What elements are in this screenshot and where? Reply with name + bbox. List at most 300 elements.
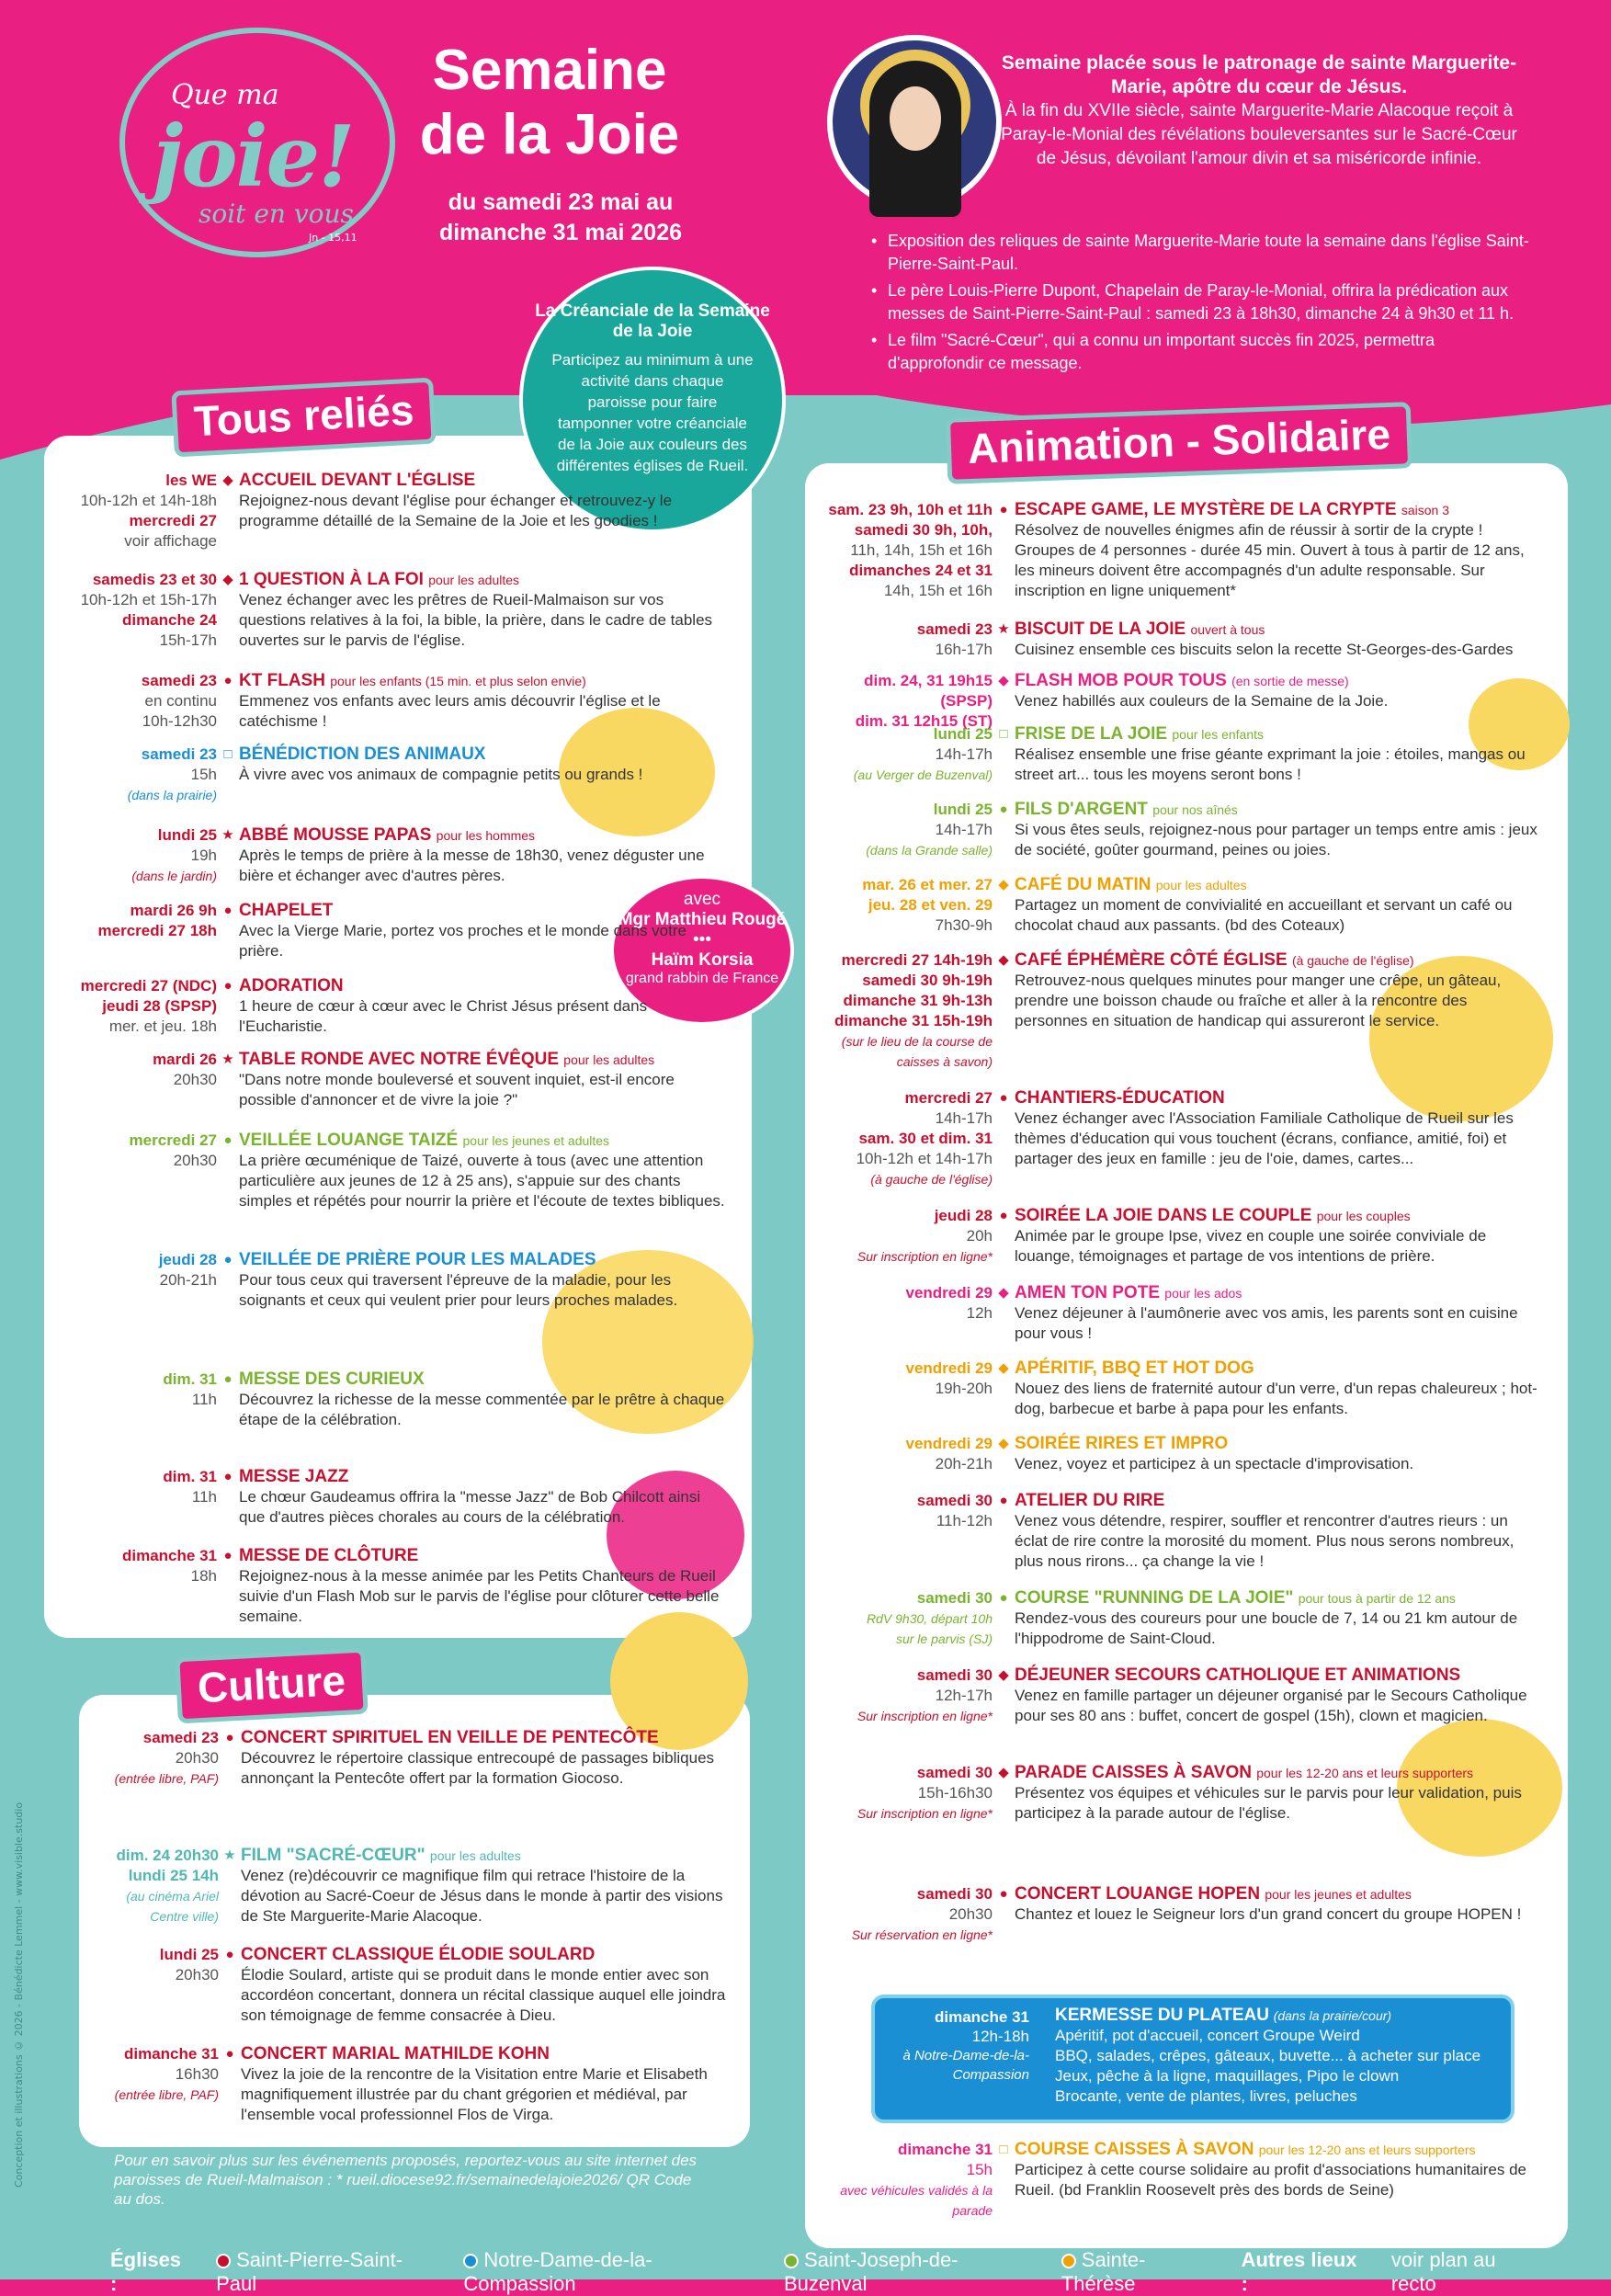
- event-title: ADORATION: [239, 976, 344, 995]
- event-when: 19h-20h: [935, 1380, 993, 1397]
- kermesse-line: Jeux, pêche à la ligne, maquillages, Pipo le clown: [1055, 2067, 1400, 2085]
- event-when: samedi 30: [916, 1492, 993, 1509]
- event-title: CHAPELET: [239, 901, 334, 920]
- event-marker-icon: ◆: [998, 952, 1009, 968]
- event-when: 10h-12h30: [142, 712, 217, 730]
- event-when: 20h30: [175, 1749, 219, 1767]
- event-row: [809, 1283, 1538, 1344]
- credit: Conception et illustrations © 2026 - Bénédicte Lemmel - www.visible.studio: [13, 1802, 25, 2188]
- event-body: Venez déjeuner à l'aumônerie avec vos amis, les parents sont en cuisine pour vous !: [1015, 1304, 1518, 1342]
- footer-label: Églises :: [110, 2248, 182, 2295]
- event-row: [85, 1945, 737, 2026]
- event-body: Chantez et louez le Seigneur lors d'un grand concert du groupe HOPEN !: [1015, 1905, 1522, 1923]
- creanciale-text: Participez au minimum à une activité dans chaque paroisse pour faire tamponner votre créanciale de la Joie aux couleurs des différentes églises de Rueil.: [551, 351, 754, 474]
- event-body: Vivez la joie de la rencontre de la Visitation entre Marie et Elisabeth magnifiquement illustrée par du chant grégorien et médiéval, par l'ensemble vocal professionnel Flos de Virga.: [241, 2065, 708, 2123]
- event-marker-icon: ●: [223, 1371, 233, 1387]
- event-when: 12h-17h: [935, 1687, 993, 1704]
- event-sub: (en sortie de messe): [1231, 674, 1349, 688]
- intro-lead: Semaine placée sous le patronage de sainte Marguerite-Marie, apôtre du cœur de Jésus.: [1001, 52, 1517, 97]
- event-row: [85, 1728, 737, 1789]
- event-marker-icon: ●: [223, 1469, 233, 1484]
- event-row: [51, 570, 726, 651]
- kermesse-date: dimanche 31: [935, 2008, 1029, 2026]
- kermesse-title: KERMESSE DU PLATEAU: [1055, 2006, 1269, 2025]
- event-body: Venez (re)découvrir ce magnifique film qui retrace l'histoire de la dévotion au Sacré-Coeur de Jésus dans le monde à partir des visions de Ste Marguerite-Marie Alacoque.: [241, 1867, 723, 1925]
- event-title: CHANTIERS-ÉDUCATION: [1015, 1088, 1225, 1108]
- event-body: Réalisez ensemble une frise géante exprimant la joie : étoiles, mangas ou street art... tous les moyens seront bons !: [1015, 745, 1526, 783]
- event-when: samedi 23: [916, 620, 993, 638]
- event-row: [51, 1467, 726, 1528]
- event-when: 10h-12h et 15h-17h: [80, 591, 217, 608]
- event-marker-icon: ◆: [998, 1360, 1009, 1376]
- event-sub: pour les adultes: [1155, 878, 1247, 892]
- event-row: [809, 1665, 1538, 1726]
- event-when: Sur réservation en ligne*: [851, 1927, 993, 1942]
- event-body: Découvrez le répertoire classique entrecoupé de passages bibliques annonçant la Pentecôte offert par la formation Giocoso.: [241, 1749, 715, 1787]
- event-sub: pour les adultes: [428, 573, 520, 587]
- event-title: ACCUEIL DEVANT L'ÉGLISE: [239, 471, 476, 490]
- event-when: 11h: [191, 1391, 217, 1408]
- event-when: jeudi 28: [158, 1251, 217, 1268]
- church-name: Sainte-Thérèse: [1061, 2248, 1146, 2295]
- event-body: Avec la Vierge Marie, portez vos proches et le monde dans votre prière.: [239, 922, 686, 960]
- event-when: samedi 23: [141, 745, 217, 763]
- event-title: CAFÉ ÉPHÉMÈRE CÔTÉ ÉGLISE: [1015, 950, 1288, 970]
- event-when: vendredi 29: [905, 1359, 993, 1377]
- event-row: [809, 619, 1538, 660]
- event-when: 15h-16h30: [917, 1784, 993, 1802]
- event-when: mercredi 27 14h-19h: [841, 951, 993, 969]
- kermesse-box: [871, 1995, 1515, 2123]
- event-when: lundi 25: [933, 725, 993, 743]
- speakers-line: Haïm Korsia: [651, 950, 754, 970]
- event-when: mercredi 27 (NDC): [80, 977, 217, 995]
- event-title: CONCERT SPIRITUEL EN VEILLE DE PENTECÔTE: [241, 1728, 659, 1747]
- saint-portrait: [827, 35, 1002, 210]
- event-when: 14h-17h: [935, 1109, 993, 1127]
- event-marker-icon: ●: [225, 2046, 234, 2062]
- event-when: mardi 26 9h: [130, 902, 217, 919]
- event-when: voir affichage: [124, 532, 217, 550]
- event-marker-icon: ●: [223, 978, 233, 994]
- event-row: [51, 976, 726, 1037]
- event-body: Rejoignez-nous devant l'église pour échanger et retrouvez-y le programme détaillé de la Semaine de la Joie et les goodies !: [239, 492, 673, 529]
- event-when: samedi 30: [916, 1885, 993, 1903]
- event-row: [809, 950, 1538, 1072]
- event-sub: pour tous à partir de 12 ans: [1298, 1591, 1456, 1606]
- event-body: Si vous êtes seuls, rejoignez-nous pour partager un temps entre amis : jeux de société, goûter gourmand, peines ou joies.: [1015, 821, 1537, 858]
- event-when: 20h-21h: [159, 1271, 217, 1289]
- event-row: [51, 1250, 726, 1311]
- speakers-line: Mgr Matthieu Rougé: [618, 910, 787, 929]
- event-when: 20h30: [175, 1966, 219, 1983]
- church-legend: [1061, 2248, 1218, 2296]
- event-when: mercredi 27: [129, 1131, 217, 1149]
- event-title: BISCUIT DE LA JOIE: [1015, 619, 1186, 639]
- event-row: [85, 2044, 737, 2125]
- event-when: 18h: [190, 1567, 217, 1585]
- kermesse-time: 12h-18h: [971, 2028, 1029, 2045]
- event-when: dimanche 31 15h-19h: [834, 1012, 993, 1029]
- event-sub: pour les jeunes et adultes: [1265, 1887, 1412, 1902]
- event-body: Partagez un moment de convivialité en accueillant et servant un café ou chocolat chaud aux passants. (bd des Coteaux): [1015, 896, 1513, 934]
- event-title: ABBÉ MOUSSE PAPAS: [239, 825, 432, 845]
- event-row: [51, 471, 726, 551]
- event-body: Découvrez la richesse de la messe commentée par le prêtre à chaque étape de la célébration.: [239, 1391, 725, 1428]
- event-sub: pour les 12-20 ans et leurs supporters: [1258, 2143, 1476, 2157]
- event-marker-icon: ◆: [998, 877, 1009, 892]
- event-body: Résolvez de nouvelles énigmes afin de réussir à sortir de la crypte ! Groupes de 4 personnes - durée 45 min. Ouvert à tous à partir de 12 ans, les mineurs doivent être accompagnés d'un adulte responsable. Sur inscription en ligne uniquement*: [1015, 521, 1525, 599]
- event-when: lundi 25: [933, 801, 993, 818]
- creanciale-title: La Créanciale de la Semaine de la Joie: [535, 301, 770, 341]
- event-body: Venez échanger avec l'Association Familiale Catholique de Rueil sur les thèmes d'éducation qui vous touchent (écrans, confiance, amitié, foi) et partager des jeux en famille : jeu de l'oie, dames, cartes...: [1015, 1109, 1514, 1167]
- event-body: Nouez des liens de fraternité autour d'un verre, d'un repas chaleureux ; hot-dog, barbecue et barbe à papa pour les enfants.: [1015, 1380, 1537, 1417]
- event-body: 1 heure de cœur à cœur avec le Christ Jésus présent dans l'Eucharistie.: [239, 997, 648, 1035]
- event-sub: ouvert à tous: [1190, 622, 1265, 637]
- event-title: PARADE CAISSES À SAVON: [1015, 1763, 1252, 1782]
- event-when: 20h-21h: [935, 1455, 993, 1472]
- event-when: mercredi 27: [904, 1089, 993, 1107]
- event-when: Sur inscription en ligne*: [857, 1709, 993, 1723]
- event-title: MESSE DE CLÔTURE: [239, 1546, 419, 1565]
- event-row: [51, 1131, 726, 1211]
- event-when: (dans la prairie): [127, 788, 217, 802]
- event-title: APÉRITIF, BBQ ET HOT DOG: [1015, 1358, 1254, 1378]
- church-name: Notre-Dame-de-la-Compassion: [463, 2248, 652, 2295]
- event-row: [809, 1358, 1538, 1419]
- section-title-tous: Tous reliés: [171, 378, 437, 458]
- event-title: MESSE DES CURIEUX: [239, 1370, 425, 1389]
- event-course-caisses: dimanche 31 15h avec véhicules validés à la parade □ COURSE CAISSES À SAVON pour les 12-20 ans et leurs supporters Participez à cette course solidaire au profit d'associations humanitaires de Rueil. (bd Franklin Roosevelt près des bords de Seine): [809, 2140, 1544, 2221]
- event-when: (à gauche de l'église): [870, 1172, 993, 1187]
- event-when: mer. et jeu. 18h: [108, 1017, 217, 1035]
- event-title: BÉNÉDICTION DES ANIMAUX: [239, 744, 486, 764]
- kermesse-line: Apéritif, pot d'accueil, concert Groupe Weird: [1055, 2027, 1360, 2044]
- event-row: [809, 500, 1538, 601]
- event-when: jeudi 28 (SPSP): [102, 997, 217, 1015]
- event-when: samedi 30 9h-19h: [862, 972, 993, 989]
- event-when: Sur inscription en ligne*: [857, 1249, 993, 1264]
- event-marker-icon: ●: [223, 1252, 233, 1267]
- page-dates: du samedi 23 mai au dimanche 31 mai 2026: [438, 189, 683, 245]
- event-row: [51, 744, 726, 805]
- speakers-line: avec: [683, 890, 721, 909]
- event-marker-icon: ●: [999, 801, 1008, 817]
- event-sub: (à gauche de l'église): [1291, 953, 1414, 968]
- event-when: samedi 30: [916, 1666, 993, 1684]
- event-title: VEILLÉE LOUANGE TAIZÉ: [239, 1131, 459, 1150]
- intro-body: À la fin du XVIIe siècle, sainte Marguerite-Marie Alacoque reçoit à Paray-le-Monial des révélations bouleversantes sur le Sacré-Cœur de Jésus, dévoilant l'amour divin et sa miséricorde infinie.: [1001, 101, 1517, 168]
- event-when: mercredi 27: [129, 512, 217, 529]
- event-title: SOIRÉE LA JOIE DANS LE COUPLE: [1015, 1206, 1312, 1225]
- event-marker-icon: ●: [223, 903, 233, 918]
- event-when: dimanche 24: [122, 611, 217, 629]
- event-title: VEILLÉE DE PRIÈRE POUR LES MALADES: [239, 1250, 596, 1269]
- event-body: Emmenez vos enfants avec leurs amis découvrir l'église et le catéchisme !: [239, 692, 661, 730]
- event-when: jeudi 28: [934, 1207, 993, 1224]
- event-sub: pour les ados: [1164, 1286, 1242, 1301]
- event-when: 11h: [191, 1488, 217, 1506]
- event-body: Élodie Soulard, artiste qui se produit dans le monde entier avec son accordéon concertant, donnera un récital classique auquel elle joindra son témoignage de femme consacrée à Dieu.: [241, 1966, 726, 2024]
- event-when: (sur le lieu de la course de caisses à savon): [841, 1034, 993, 1069]
- event-title: DÉJEUNER SECOURS CATHOLIQUE ET ANIMATIONS: [1015, 1665, 1461, 1685]
- event-title: FRISE DE LA JOIE: [1015, 724, 1168, 744]
- event-when: samedis 23 et 30: [92, 571, 217, 588]
- event-when: 7h30-9h: [935, 916, 993, 934]
- church-name: Saint-Joseph-de-Buzenval: [784, 2248, 959, 2295]
- event-marker-icon: ●: [225, 1730, 234, 1745]
- event-row: [51, 1050, 726, 1110]
- event-title: 1 QUESTION À LA FOI: [239, 570, 424, 589]
- event-when: samedi 23: [141, 672, 217, 689]
- event-when: 14h, 15h et 16h: [883, 582, 993, 599]
- event-when: lundi 25: [157, 826, 217, 844]
- event-title: CONCERT CLASSIQUE ÉLODIE SOULARD: [241, 1945, 596, 1964]
- event-row: [51, 1546, 726, 1627]
- page-title: Semaine de la Joie: [419, 39, 680, 166]
- event-when: dimanche 31: [122, 1547, 217, 1564]
- event-body: Animée par le groupe Ipse, vivez en couple une soirée conviviale de louange, témoignages et partage de vos intentions de prière.: [1015, 1227, 1487, 1265]
- kermesse-sub: (dans la prairie/cour): [1273, 2008, 1392, 2023]
- event-row: [809, 1588, 1538, 1649]
- event-when: sur le parvis (SJ): [895, 1631, 993, 1646]
- event-row: [809, 671, 1538, 732]
- event-when: dim. 24 20h30: [116, 1847, 219, 1864]
- event-body: Pour tous ceux qui traversent l'épreuve de la maladie, pour les soignants et ceux qui veulent prier pour leurs proches malades.: [239, 1271, 678, 1309]
- event-title: TABLE RONDE AVEC NOTRE ÉVÊQUE: [239, 1050, 560, 1069]
- event-when: samedi 23: [142, 1729, 219, 1746]
- event-title: FLASH MOB POUR TOUS: [1015, 671, 1227, 690]
- event-row: [809, 875, 1538, 936]
- event-sub: pour les hommes: [436, 828, 536, 843]
- event-body: "Dans notre monde bouleversé et souvent inquiet, est-il encore possible d'annoncer et de vivre la joie ?": [239, 1071, 675, 1108]
- event-when: lundi 25: [159, 1946, 219, 1963]
- section-title-animation: Animation - Solidaire: [946, 402, 1412, 484]
- event-when: dim. 31: [163, 1468, 217, 1485]
- event-when: (entrée libre, PAF): [114, 2087, 219, 2102]
- intro-bullet: • Exposition des reliques de sainte Marguerite-Marie toute la semaine dans l'église Saint-Pierre-Saint-Paul.: [868, 230, 1529, 276]
- event-when: (dans le jardin): [131, 869, 217, 883]
- event-when: 20h: [966, 1227, 993, 1245]
- event-title: ATELIER DU RIRE: [1015, 1491, 1165, 1510]
- event-title: COURSE CAISSES À SAVON: [1015, 2140, 1254, 2159]
- logo-line1: Que ma: [171, 79, 279, 111]
- event-title: MESSE JAZZ: [239, 1467, 349, 1486]
- event-marker-icon: □: [223, 746, 233, 762]
- event-sub: pour les adultes: [563, 1052, 655, 1067]
- event-when: mardi 26: [153, 1051, 217, 1068]
- event-body: À vivre avec vos animaux de compagnie petits ou grands !: [239, 766, 643, 783]
- event-body: Après le temps de prière à la messe de 18h30, venez déguster une bière et échanger avec d'autres pères.: [239, 847, 705, 884]
- event-sub: pour les adultes: [429, 1848, 521, 1863]
- event-when: dimanche 31: [124, 2045, 219, 2063]
- event-title: COURSE "RUNNING DE LA JOIE": [1015, 1588, 1294, 1608]
- event-body: Le chœur Gaudeamus offrira la "messe Jazz" de Bob Chilcott ainsi que d'autres pièces chorales au cours de la célébration.: [239, 1488, 701, 1526]
- event-body: Venez, voyez et participez à un spectacle d'improvisation.: [1015, 1455, 1414, 1472]
- event-title: CONCERT MARIAL MATHILDE KOHN: [241, 2044, 550, 2063]
- event-title: SOIRÉE RIRES ET IMPRO: [1015, 1434, 1229, 1453]
- event-when: dim. 31: [163, 1370, 217, 1388]
- event-marker-icon: ●: [223, 673, 233, 688]
- event-title: FILS D'ARGENT: [1015, 800, 1148, 819]
- event-marker-icon: ●: [223, 1548, 233, 1563]
- event-marker-icon: ★: [997, 621, 1010, 637]
- event-marker-icon: ◆: [998, 1436, 1009, 1451]
- event-body: Cuisinez ensemble ces biscuits selon la recette St-Georges-des-Gardes: [1015, 641, 1514, 658]
- event-when: 20h30: [173, 1152, 217, 1169]
- event-body: Rejoignez-nous à la messe animée par les Petits Chanteurs de Rueil suivie d'un Flash Mob sur le parvis de l'église pour clôturer cette belle semaine.: [239, 1567, 720, 1625]
- kermesse-place: à Notre-Dame-de-la-Compassion: [902, 2048, 1029, 2083]
- event-when: 11h-12h: [936, 1512, 993, 1529]
- event-when: RdV 9h30, départ 10h: [867, 1611, 993, 1626]
- event-marker-icon: ★: [221, 1051, 234, 1067]
- event-when: vendredi 29: [905, 1435, 993, 1452]
- event-when: 12h: [966, 1304, 993, 1322]
- event-when: vendredi 29: [905, 1284, 993, 1301]
- event-row: [809, 1088, 1538, 1189]
- church-name: Saint-Pierre-Saint-Paul: [216, 2248, 403, 2295]
- event-title: AMEN TON POTE: [1015, 1283, 1160, 1302]
- event-row: [51, 671, 726, 732]
- event-marker-icon: ◆: [998, 1667, 1009, 1683]
- church-legend: [784, 2248, 1038, 2296]
- event-row: [809, 1884, 1538, 1945]
- event-when: 11h, 14h, 15h et 16h: [850, 541, 993, 559]
- kermesse-line: Brocante, vente de plantes, livres, peluches: [1055, 2087, 1357, 2105]
- event-sub: pour nos aînés: [1152, 802, 1238, 817]
- event-when: en continu: [144, 692, 217, 710]
- event-row: [809, 1206, 1538, 1267]
- event-when: samedi 30 9h, 10h,: [854, 521, 993, 539]
- event-when: 16h30: [175, 2065, 219, 2083]
- event-when: jeu. 28 et ven. 29: [868, 896, 993, 914]
- event-row: [809, 1763, 1538, 1824]
- event-title: CONCERT LOUANGE HOPEN: [1015, 1884, 1261, 1904]
- speakers-sep: •••: [693, 930, 711, 949]
- intro-bullet: • Le père Louis-Pierre Dupont, Chapelain de Paray-le-Monial, offrira la prédication aux messes de Saint-Pierre-Saint-Paul : samedi 23 à 18h30, dimanche 24 à 9h30 et 11 h.: [868, 279, 1529, 325]
- event-when: (entrée libre, PAF): [114, 1771, 219, 1786]
- event-marker-icon: ●: [999, 1208, 1008, 1223]
- event-when: 10h-12h et 14h-18h: [80, 492, 217, 509]
- event-marker-icon: ●: [999, 502, 1008, 517]
- event-when: Sur inscription en ligne*: [857, 1806, 993, 1821]
- event-row: [809, 724, 1538, 785]
- event-marker-icon: ◆: [998, 673, 1009, 688]
- event-row: [809, 1491, 1538, 1572]
- church-legend: [216, 2248, 439, 2296]
- event-place: avec véhicules validés à la parade: [840, 2183, 993, 2218]
- event-row: [51, 825, 726, 886]
- event-title: KT FLASH: [239, 671, 325, 690]
- event-when: (au Verger de Buzenval): [853, 767, 993, 782]
- event-when: 16h-17h: [935, 641, 993, 658]
- event-sub: pour les 12-20 ans et leurs supporters: [1256, 1766, 1474, 1780]
- event-marker-icon: ★: [223, 1847, 236, 1863]
- event-marker-icon: ●: [999, 1493, 1008, 1508]
- event-when: dimanche 31 9h-13h: [843, 992, 993, 1009]
- event-body: Venez échanger avec les prêtres de Rueil-Malmaison sur vos questions relatives à la foi, la bible, la prière, dans le cadre de tables ouvertes sur le parvis de l'église.: [239, 591, 713, 649]
- event-sub: pour les jeunes et adultes: [462, 1133, 610, 1148]
- footnote: Pour en savoir plus sur les événements proposés, reportez-vous au site internet des paroisses de Rueil-Malmaison : * rueil.diocese92.fr/semainedelajoie2026/ QR Code au dos.: [114, 2152, 698, 2208]
- event-row: [85, 1846, 737, 1927]
- event-marker-icon: □: [999, 726, 1008, 742]
- speakers-line: grand rabbin de France: [625, 971, 779, 986]
- event-body: Présentez vos équipes et véhicules sur le parvis pour leur validation, puis participez à la parade autour de l'église.: [1015, 1784, 1522, 1822]
- event-body: Participez à cette course solidaire au profit d'associations humanitaires de Rueil. (bd Franklin Roosevelt près des bords de Seine): [1015, 2161, 1526, 2199]
- event-when: mercredi 27 18h: [97, 922, 217, 939]
- event-when: dim. 31 12h15 (ST): [855, 712, 993, 730]
- footer-legend: [110, 2248, 1544, 2296]
- event-row: [51, 1370, 726, 1430]
- event-when: lundi 25 14h: [128, 1867, 219, 1884]
- event-when: 15h: [190, 766, 217, 783]
- event-body: Retrouvez-nous quelques minutes pour manger une crêpe, un gâteau, prendre une boisson chaude ou fraîche et aller à la rencontre des personnes en situation de handicap qui assureront le service.: [1015, 972, 1502, 1029]
- event-sub: pour les enfants (15 min. et plus selon envie): [330, 674, 586, 688]
- intro-bullets: [868, 230, 1529, 379]
- event-row: [809, 1434, 1538, 1474]
- event-when: 14h-17h: [935, 745, 993, 763]
- event-marker-icon: ◆: [222, 572, 233, 587]
- event-when: 10h-12h et 14h-17h: [856, 1150, 993, 1167]
- event-when: mar. 26 et mer. 27: [862, 876, 993, 893]
- event-sub: pour les enfants: [1172, 727, 1265, 742]
- intro-bullet: • Le film "Sacré-Cœur", qui a connu un important succès fin 2025, permettra d'approfondir ce message.: [868, 329, 1529, 375]
- logo-line2: joie!: [153, 107, 354, 206]
- intro-text: [993, 51, 1526, 171]
- event-when: (au cinéma Ariel Centre ville): [126, 1889, 219, 1924]
- event-marker-icon: ★: [221, 827, 234, 843]
- event-marker-icon: ●: [999, 1886, 1008, 1902]
- event-body: Rendez-vous des coureurs pour une boucle de 7, 14 ou 21 km autour de l'hippodrome de Saint-Cloud.: [1015, 1609, 1518, 1647]
- event-when: les WE: [165, 472, 217, 489]
- event-date: dimanche 31: [898, 2141, 993, 2158]
- event-when: samedi 30: [916, 1589, 993, 1607]
- event-when: sam. 23 9h, 10h et 11h: [828, 501, 993, 518]
- event-body: Venez habillés aux couleurs de la Semaine de la Joie.: [1015, 692, 1389, 710]
- event-marker-icon: ●: [225, 1947, 234, 1962]
- event-row: [51, 901, 726, 961]
- church-legend: [463, 2248, 760, 2296]
- logo: [119, 28, 395, 257]
- event-when: dimanches 24 et 31: [849, 562, 993, 579]
- other-places-label: Autres lieux :: [1241, 2248, 1357, 2295]
- event-body: Venez vous détendre, respirer, souffler et rencontrer d'autres rieurs : un éclat de rire contre la morosité du moment. Plus nous serons nombreux, plus nous rirons... ça change la vie !: [1015, 1512, 1515, 1570]
- event-title: CAFÉ DU MATIN: [1015, 875, 1152, 894]
- event-when: 15h-17h: [159, 631, 217, 649]
- event-body: La prière œcuménique de Taizé, ouverte à tous (avec une attention particulière aux jeunes de 12 à 25 ans), s'appuie sur des chants simples et répétés pour nourrir la prière et l'écoute de textes bibliques.: [239, 1152, 725, 1210]
- event-marker-icon: ●: [223, 1132, 233, 1148]
- event-marker-icon: ◆: [222, 472, 233, 488]
- event-body: Venez en famille partager un déjeuner organisé par le Secours Catholique pour ses 80 ans : buffet, concert de gospel (15h), clown et magicien.: [1015, 1687, 1527, 1724]
- event-title: FILM "SACRÉ-CŒUR": [241, 1846, 425, 1865]
- logo-ref: Jn - 15,11: [309, 232, 357, 244]
- event-sub: pour les couples: [1316, 1209, 1411, 1223]
- section-title-culture: Culture: [175, 1648, 368, 1724]
- event-when: 20h30: [948, 1905, 993, 1923]
- event-marker-icon: ◆: [998, 1765, 1009, 1780]
- event-when: sam. 30 et dim. 31: [858, 1130, 993, 1147]
- event-when: 14h-17h: [935, 821, 993, 838]
- event-when: (dans la Grande salle): [866, 843, 993, 858]
- other-places-text: voir plan au recto: [1390, 2248, 1496, 2295]
- event-when: samedi 30: [916, 1764, 993, 1781]
- event-marker-icon: ◆: [998, 1285, 1009, 1301]
- event-marker-icon: ●: [999, 1590, 1008, 1606]
- kermesse-line: BBQ, salades, crêpes, gâteaux, buvette... à acheter sur place: [1055, 2047, 1481, 2064]
- event-time: 15h: [966, 2161, 993, 2178]
- event-title: ESCAPE GAME, LE MYSTÈRE DE LA CRYPTE: [1015, 500, 1397, 519]
- logo-line3: soit en vous: [199, 199, 354, 229]
